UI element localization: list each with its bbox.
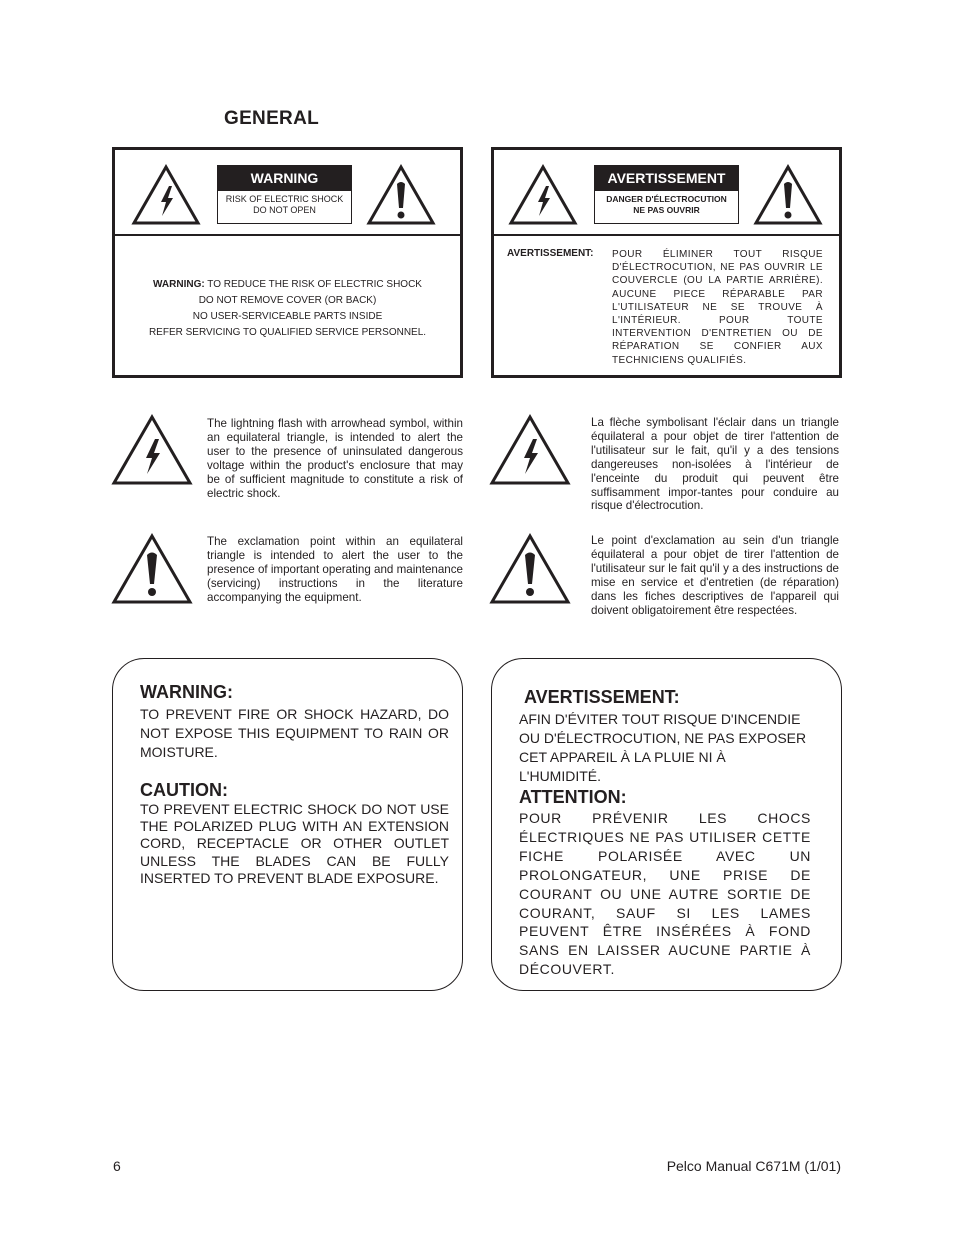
exclamation-description-en: The exclamation point within an equilateral triangle is intended to alert the user to the presence of important operating and maintenance (servicing) instructions in the literature accompanying the equipment.: [207, 535, 463, 604]
french-caution-box: [491, 658, 842, 991]
warning-label-line2: DO NOT OPEN: [253, 205, 316, 215]
french-warning-label: AVERTISSEMENT:: [507, 248, 594, 259]
lightning-triangle-icon: [489, 414, 571, 486]
avertissement-title: AVERTISSEMENT:: [524, 687, 680, 707]
caution-title: CAUTION:: [140, 780, 228, 800]
english-warning-bold: WARNING:: [153, 279, 205, 290]
lightning-triangle-icon: [131, 164, 201, 226]
exclamation-description-fr: Le point d'exclamation au sein d'un triangle équilateral a pour objet de tirer l'attention de l'utilisateur sur le fait qu'il y a des instructions de mise en service et d'entretien (de réparation) dans les fiches descriptives de l'appareil qui doivent obligatoirement être respectées.: [591, 534, 839, 617]
manual-reference: Pelco Manual C671M (1/01): [666, 1158, 841, 1174]
warning-label: [217, 165, 352, 224]
exclamation-triangle-icon: [366, 164, 436, 226]
french-warning-box: [491, 147, 842, 378]
exclamation-triangle-icon: [489, 533, 571, 605]
french-warning-text: POUR ÉLIMINER TOUT RISQUE D'ÉLECTROCUTION, NE PAS OUVRIR LE COUVERCLE (OU LA PARTIE ARRIÈRE). AUCUNE PIECE RÉPARABLE PAR L'UTILISATEUR NE SE TROUVE À L'INTÉRIEUR. POUR TOUTE INTERVENTION D'ENTRETIEN OU DE RÉPARATION SE CONFIER AUX TECHNICIENS QUALIFIÉS.: [612, 249, 823, 366]
avertissement-label-line1: DANGER D'ÉLECTROCUTION: [606, 194, 727, 204]
english-caution-box: [112, 658, 463, 991]
english-warning-line2: DO NOT REMOVE COVER (OR BACK): [198, 295, 377, 306]
attention-text: POUR PRÉVENIR LES CHOCS ÉLECTRIQUES NE PAS UTILISER CETTE FICHE POLARISÉE AVEC UN PROLONGATEUR, UNE PRISE DE COURANT OU UNE AUTRE SORTIE DE COURANT, SAUF SI LES LAMES PEUVENT ÊTRE INSÉRÉES À FOND SANS EN LAISSER AUCUNE PARTIE À DÉCOUVERT.: [519, 810, 811, 978]
avertissement-text: AFIN D'ÉVITER TOUT RISQUE D'INCENDIE OU D'ÉLECTROCUTION, NE PAS EXPOSER CET APPAREIL À LA PLUIE NI À L'HUMIDITÉ.: [519, 711, 807, 784]
warning-title: WARNING:: [140, 682, 233, 702]
warning-label-title: WARNING: [218, 166, 351, 191]
lightning-triangle-icon: [508, 164, 578, 226]
section-heading: GENERAL: [224, 108, 319, 129]
english-warning-box-header: [115, 150, 460, 236]
warning-label-line1: RISK OF ELECTRIC SHOCK: [225, 194, 344, 204]
exclamation-triangle-icon: [753, 164, 823, 226]
english-warning-line4: REFER SERVICING TO QUALIFIED SERVICE PERSONNEL.: [148, 327, 427, 338]
warning-text: TO PREVENT FIRE OR SHOCK HAZARD, DO NOT EXPOSE THIS EQUIPMENT TO RAIN OR MOISTURE.: [140, 706, 449, 760]
avertissement-label: [594, 165, 739, 224]
avertissement-label-line2: NE PAS OUVRIR: [633, 205, 700, 215]
lightning-description-fr: La flèche symbolisant l'éclair dans un triangle équilateral a pour objet de tirer l'attention de l'utilisateur sur le fait, qu'il y a des tensions dangereuses non-isolées à l'intérieur de l'enceinte du produit qui peuvent être suffisamment impor-tantes pour conduire au risque d'électrocution.: [591, 416, 839, 513]
english-warning-line1: TO REDUCE THE RISK OF ELECTRIC SHOCK: [204, 279, 422, 290]
exclamation-triangle-icon: [111, 533, 193, 605]
french-warning-box-header: [494, 150, 839, 236]
avertissement-label-title: AVERTISSEMENT: [595, 166, 738, 191]
lightning-triangle-icon: [111, 414, 193, 486]
lightning-description-en: The lightning flash with arrowhead symbol, within an equilateral triangle, is intended to alert the user to the presence of uninsulated dangerous voltage within the product's enclosure that may be of sufficient magnitude to constitute a risk of electric shock.: [207, 417, 463, 500]
english-warning-line3: NO USER-SERVICEABLE PARTS INSIDE: [192, 311, 383, 322]
english-warning-box: [112, 147, 463, 378]
page-number: 6: [113, 1158, 121, 1174]
attention-title: ATTENTION:: [519, 787, 627, 807]
caution-text: TO PREVENT ELECTRIC SHOCK DO NOT USE THE POLARIZED PLUG WITH AN EXTENSION CORD, RECEPTACLE OR OTHER OUTLET UNLESS THE BLADES CAN BE FULLY INSERTED TO PREVENT BLADE EXPOSURE.: [140, 801, 449, 886]
